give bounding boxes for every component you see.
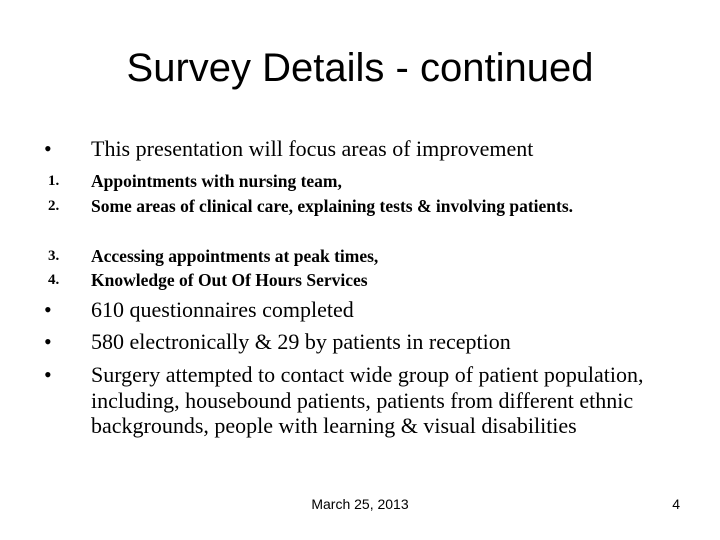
page-number: 4 bbox=[672, 496, 680, 512]
numbered-item-text: Knowledge of Out Of Hours Services bbox=[91, 270, 368, 290]
intro-text: This presentation will focus areas of improvement bbox=[91, 136, 534, 161]
footer-date: March 25, 2013 bbox=[311, 496, 409, 512]
bullet-text: Surgery attempted to contact wide group of patient population, including, housebound patients, patients from different ethnic backgrounds, people with learning & visual disabilities bbox=[91, 362, 644, 438]
number-marker: 3. bbox=[48, 248, 60, 264]
numbered-item-text: Appointments with nursing team, bbox=[91, 171, 342, 191]
number-marker: 1. bbox=[48, 173, 60, 189]
numbered-item-text: Accessing appointments at peak times, bbox=[91, 246, 379, 266]
number-marker: 2. bbox=[48, 198, 60, 214]
bullet-marker: • bbox=[44, 329, 52, 354]
bullet-marker: • bbox=[44, 297, 52, 322]
slide-title: Survey Details - continued bbox=[126, 46, 594, 90]
bullet-marker: • bbox=[44, 362, 52, 387]
bullet-marker: • bbox=[44, 136, 52, 161]
numbered-item-text: Some areas of clinical care, explaining tests & involving patients. bbox=[91, 196, 574, 216]
bullet-text: 580 electronically & 29 by patients in reception bbox=[91, 329, 511, 354]
number-marker: 4. bbox=[48, 272, 60, 288]
bullet-text: 610 questionnaires completed bbox=[91, 297, 354, 322]
